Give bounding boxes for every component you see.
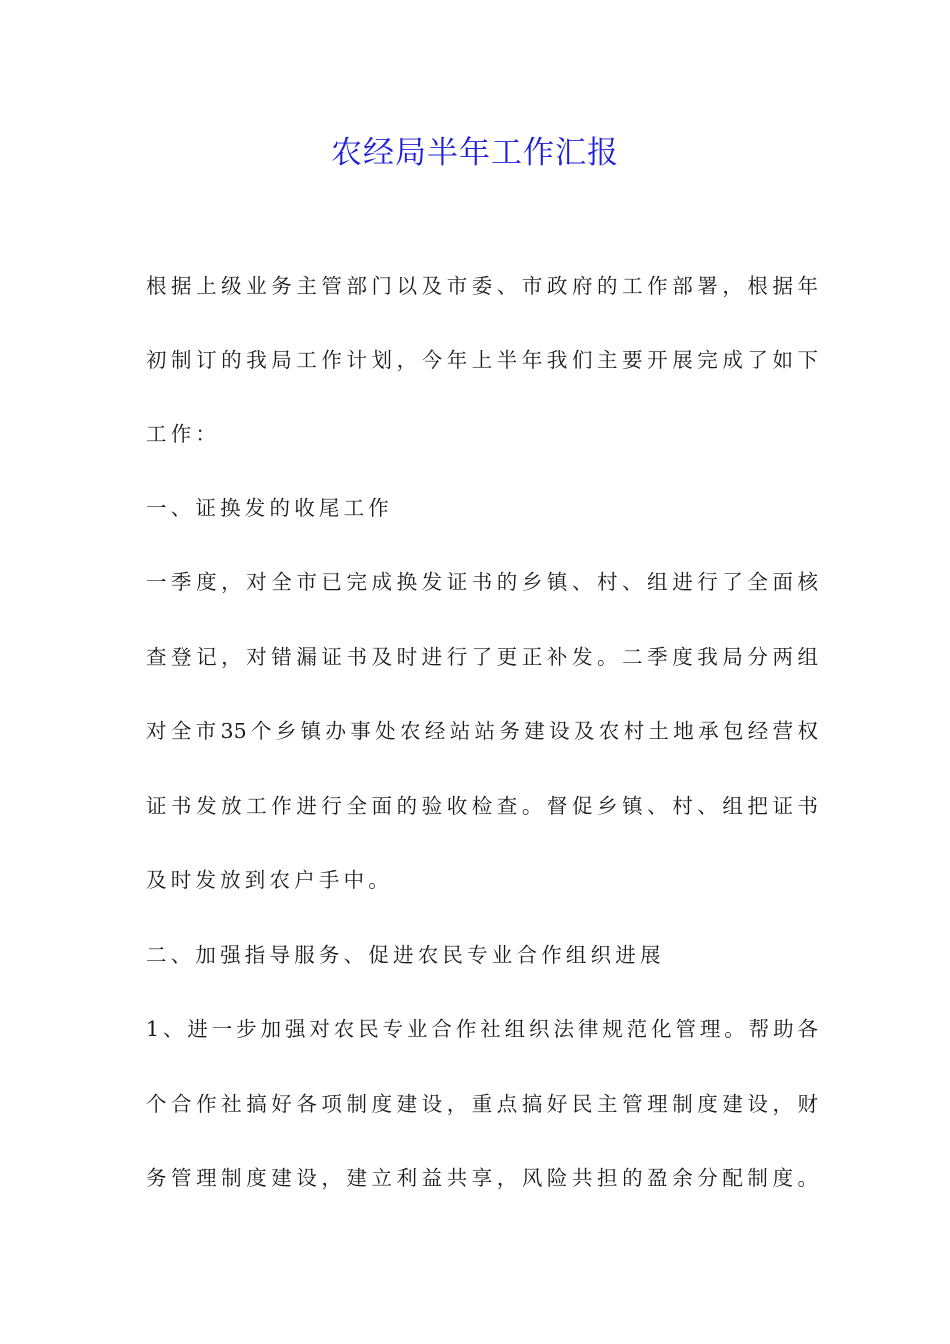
paragraph-line: 个合作社搞好各项制度建设，重点搞好民主管理制度建设，财: [146, 1092, 818, 1116]
paragraph-line: 一季度，对全市已完成换发证书的乡镇、村、组进行了全面核: [146, 570, 818, 594]
paragraph-line: 1、进一步加强对农民专业合作社组织法律规范化管理。帮助各: [146, 1017, 818, 1041]
paragraph-line: 证书发放工作进行全面的验收检查。督促乡镇、村、组把证书: [146, 794, 818, 818]
paragraph-line: 务管理制度建设，建立利益共享，风险共担的盈余分配制度。: [146, 1166, 818, 1190]
paragraph-line: 对全市35个乡镇办事处农经站站务建设及农村土地承包经营权: [146, 719, 818, 743]
paragraph-line: 工作：: [146, 422, 221, 446]
paragraph-line: 查登记，对错漏证书及时进行了更正补发。二季度我局分两组: [146, 645, 818, 669]
section-heading: 二、加强指导服务、促进农民专业合作组织进展: [146, 943, 665, 967]
section-heading: 一、证换发的收尾工作: [146, 496, 393, 520]
paragraph-line: 初制订的我局工作计划，今年上半年我们主要开展完成了如下: [146, 348, 818, 372]
paragraph-line: 根据上级业务主管部门以及市委、市政府的工作部署，根据年: [146, 274, 818, 298]
paragraph-line: 及时发放到农户手中。: [146, 868, 393, 892]
document-title: 农经局半年工作汇报: [331, 135, 619, 171]
